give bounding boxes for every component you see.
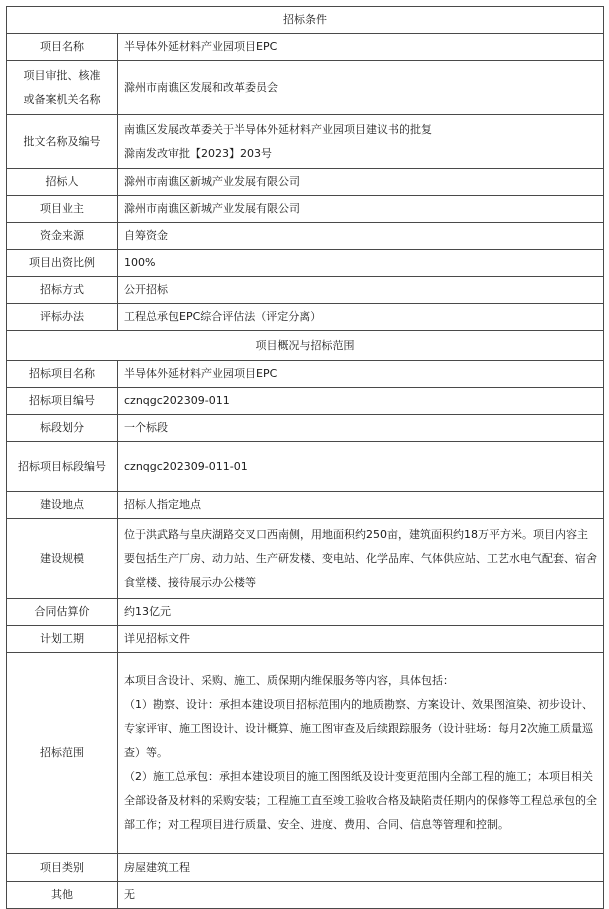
label-construction-scale: 建设规模 <box>7 519 118 599</box>
label-project-owner: 项目业主 <box>7 196 118 223</box>
table-row <box>7 223 604 250</box>
value-tender-method: 公开招标 <box>118 277 604 304</box>
table-row <box>7 250 604 277</box>
label-project-name: 项目名称 <box>7 34 118 61</box>
label-tender-project-number: 招标项目编号 <box>7 388 118 415</box>
table-row <box>7 415 604 442</box>
table-row <box>7 653 604 854</box>
table-row <box>7 169 604 196</box>
section-title-tender-conditions: 招标条件 <box>7 7 604 34</box>
table-row <box>7 277 604 304</box>
scope-paragraph: （2）施工总承包：承担本建设项目的施工图图纸及设计变更范围内全部工程的施工；本项目相关全部设备及材料的采购安装；工程施工直至竣工验收合格及缺陷责任期内的保修等工程总承包的全部工作；对工程项目进行质量、安全、进度、费用、合同、信息等管理和控制。 <box>124 770 597 831</box>
table-row <box>7 115 604 169</box>
tender-info-table <box>6 6 604 909</box>
table-row <box>7 196 604 223</box>
value-tenderer: 滁州市南谯区新城产业发展有限公司 <box>118 169 604 196</box>
label-approval-authority: 项目审批、核准 或备案机关名称 <box>7 61 118 115</box>
label-construction-site: 建设地点 <box>7 492 118 519</box>
table-row <box>7 34 604 61</box>
label-project-category: 项目类别 <box>7 854 118 882</box>
value-tender-scope <box>118 653 604 854</box>
value-project-name: 半导体外延材料产业园项目EPC <box>118 34 604 61</box>
value-investment-ratio: 100% <box>118 250 604 277</box>
label-tenderer: 招标人 <box>7 169 118 196</box>
value-lot-division: 一个标段 <box>118 415 604 442</box>
label-approval-document: 批文名称及编号 <box>7 115 118 169</box>
scope-paragraph: 本项目含设计、采购、施工、质保期内维保服务等内容，具体包括： <box>124 674 454 687</box>
value-project-owner: 滁州市南谯区新城产业发展有限公司 <box>118 196 604 223</box>
value-tender-project-number: cznqgc202309-011 <box>118 388 604 415</box>
value-approval-authority: 滁州市南谯区发展和改革委员会 <box>118 61 604 115</box>
label-investment-ratio: 项目出资比例 <box>7 250 118 277</box>
label-lot-division: 标段划分 <box>7 415 118 442</box>
value-evaluation-method: 工程总承包EPC综合评估法（评定分离） <box>118 304 604 331</box>
value-lot-number: cznqgc202309-011-01 <box>118 442 604 492</box>
value-construction-scale: 位于洪武路与皇庆湖路交叉口西南侧，用地面积约250亩，建筑面积约18万平方米。项目内容主要包括生产厂房、动力站、生产研发楼、变电站、化学品库、气体供应站、工艺水电气配套、宿舍食堂楼、接待展示办公楼等 <box>118 519 604 599</box>
scope-paragraph: （1）勘察、设计：承担本建设项目招标范围内的地质勘察、方案设计、效果图渲染、初步设计、专家评审、施工图设计、设计概算、施工图审查及后续跟踪服务（设计驻场：每月2次施工质量巡查）等。 <box>124 698 593 759</box>
section-title-project-overview: 项目概况与招标范围 <box>7 331 604 361</box>
value-tender-project-name: 半导体外延材料产业园项目EPC <box>118 361 604 388</box>
value-other: 无 <box>118 882 604 909</box>
value-fund-source: 自筹资金 <box>118 223 604 250</box>
label-tender-scope: 招标范围 <box>7 653 118 854</box>
table-row <box>7 626 604 653</box>
label-evaluation-method: 评标办法 <box>7 304 118 331</box>
label-planned-duration: 计划工期 <box>7 626 118 653</box>
label-lot-number: 招标项目标段编号 <box>7 442 118 492</box>
table-row <box>7 442 604 492</box>
label-contract-estimate: 合同估算价 <box>7 599 118 626</box>
label-tender-project-name: 招标项目名称 <box>7 361 118 388</box>
label-tender-method: 招标方式 <box>7 277 118 304</box>
label-other: 其他 <box>7 882 118 909</box>
value-construction-site: 招标人指定地点 <box>118 492 604 519</box>
label-fund-source: 资金来源 <box>7 223 118 250</box>
value-planned-duration: 详见招标文件 <box>118 626 604 653</box>
table-row <box>7 388 604 415</box>
table-row <box>7 599 604 626</box>
table-row <box>7 304 604 331</box>
table-row <box>7 61 604 115</box>
table-row <box>7 519 604 599</box>
table-row <box>7 854 604 882</box>
table-row <box>7 492 604 519</box>
table-row <box>7 361 604 388</box>
value-project-category: 房屋建筑工程 <box>118 854 604 882</box>
value-contract-estimate: 约13亿元 <box>118 599 604 626</box>
value-approval-document: 南谯区发展改革委关于半导体外延材料产业园项目建议书的批复 滁南发改审批【2023】203号 <box>118 115 604 169</box>
